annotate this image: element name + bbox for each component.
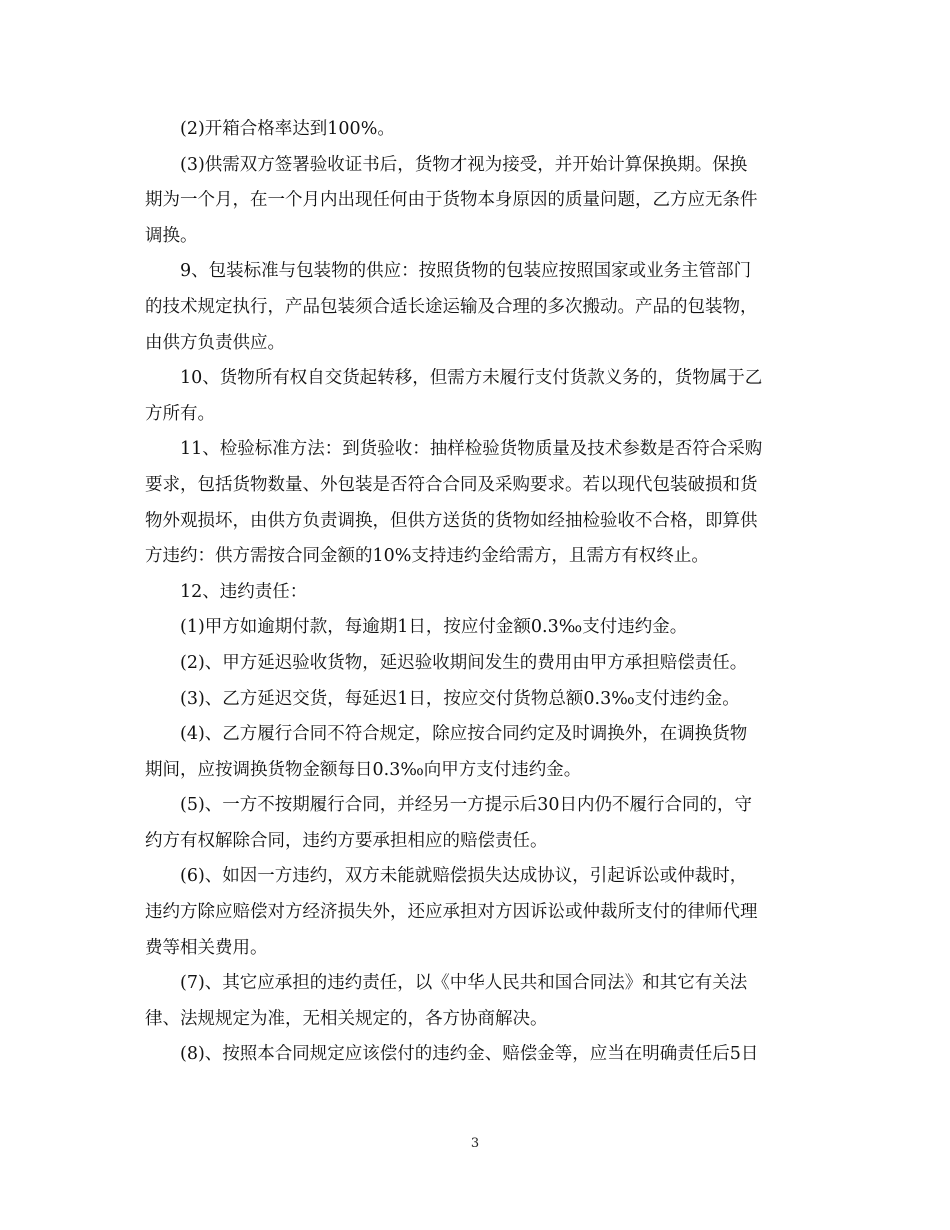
text-line: (8)、按照本合同规定应该偿付的违约金、赔偿金等，应当在明确责任后5日 bbox=[180, 1044, 759, 1065]
text-line: 由供方负责供应。 bbox=[145, 332, 285, 353]
text-line: (7)、其它应承担的违约责任，以《中华人民共和国合同法》和其它有关法 bbox=[180, 973, 748, 994]
text-line: 11、检验标准方法：到货验收：抽样检验货物质量及技术参数是否符合采购 bbox=[180, 439, 763, 460]
text-line: 方所有。 bbox=[145, 403, 215, 424]
paragraph bbox=[145, 254, 805, 361]
paragraph bbox=[145, 112, 805, 148]
text-line: (4)、乙方履行合同不符合规定，除应按合同约定及时调换外，在调换货物 bbox=[180, 724, 748, 745]
paragraph bbox=[145, 966, 805, 1037]
text-line: 9、包装标准与包装物的供应：按照货物的包装应按照国家或业务主管部门 bbox=[180, 261, 752, 282]
text-line: 12、违约责任： bbox=[180, 581, 308, 602]
document-body bbox=[145, 112, 805, 1073]
paragraph bbox=[145, 788, 805, 859]
paragraph bbox=[145, 682, 805, 718]
text-line: 违约方除应赔偿对方经济损失外，还应承担对方因诉讼或仲裁所支付的律师代理 bbox=[145, 902, 758, 923]
paragraph bbox=[145, 646, 805, 682]
paragraph bbox=[145, 1037, 805, 1073]
text-line: 的技术规定执行，产品包装须合适长途运输及合理的多次搬动。产品的包装物， bbox=[145, 296, 758, 317]
paragraph bbox=[145, 148, 805, 255]
paragraph bbox=[145, 859, 805, 966]
text-line: 调换。 bbox=[145, 225, 198, 246]
text-line: 约方有权解除合同，违约方要承担相应的赔偿责任。 bbox=[145, 830, 548, 851]
text-line: 方违约：供方需按合同金额的10%支持违约金给需方，且需方有权终止。 bbox=[145, 546, 709, 567]
paragraph bbox=[145, 610, 805, 646]
text-line: (2)、甲方延迟验收货物，延迟验收期间发生的费用由甲方承担赔偿责任。 bbox=[180, 652, 748, 673]
page-number: 3 bbox=[470, 1136, 480, 1151]
text-line: 10、货物所有权自交货起转移，但需方未履行支付货款义务的，货物属于乙 bbox=[180, 368, 763, 389]
paragraph bbox=[145, 717, 805, 788]
text-line: (3)供需双方签署验收证书后，货物才视为接受，并开始计算保换期。保换 bbox=[180, 154, 748, 175]
paragraph bbox=[145, 575, 805, 611]
text-line: (6)、如因一方违约，双方未能就赔偿损失达成协议，引起诉讼或仲裁时， bbox=[180, 866, 748, 887]
text-line: 要求，包括货物数量、外包装是否符合合同及采购要求。若以现代包装破损和货 bbox=[145, 474, 758, 495]
text-line: (2)开箱合格率达到100%。 bbox=[180, 119, 395, 139]
text-line: 期为一个月，在一个月内出现任何由于货物本身原因的质量问题，乙方应无条件 bbox=[145, 190, 758, 211]
text-line: (5)、一方不按期履行合同，并经另一方提示后30日内仍不履行合同的，守 bbox=[180, 795, 753, 816]
text-line: (3)、乙方延迟交货，每延迟1日，按应交付货物总额0.3‰支付违约金。 bbox=[180, 688, 740, 709]
text-line: 物外观损坏，由供方负责调换，但供方送货的货物如经抽检验收不合格，即算供 bbox=[145, 510, 758, 531]
text-line: 费等相关费用。 bbox=[145, 937, 268, 958]
text-line: (1)甲方如逾期付款，每逾期1日，按应付金额0.3‰支付违约金。 bbox=[180, 617, 688, 638]
text-line: 律、法规规定为准，无相关规定的，各方协商解决。 bbox=[145, 1008, 548, 1029]
paragraph bbox=[145, 432, 805, 574]
text-line: 期间，应按调换货物金额每日0.3‰向甲方支付违约金。 bbox=[145, 759, 582, 780]
paragraph bbox=[145, 361, 805, 432]
